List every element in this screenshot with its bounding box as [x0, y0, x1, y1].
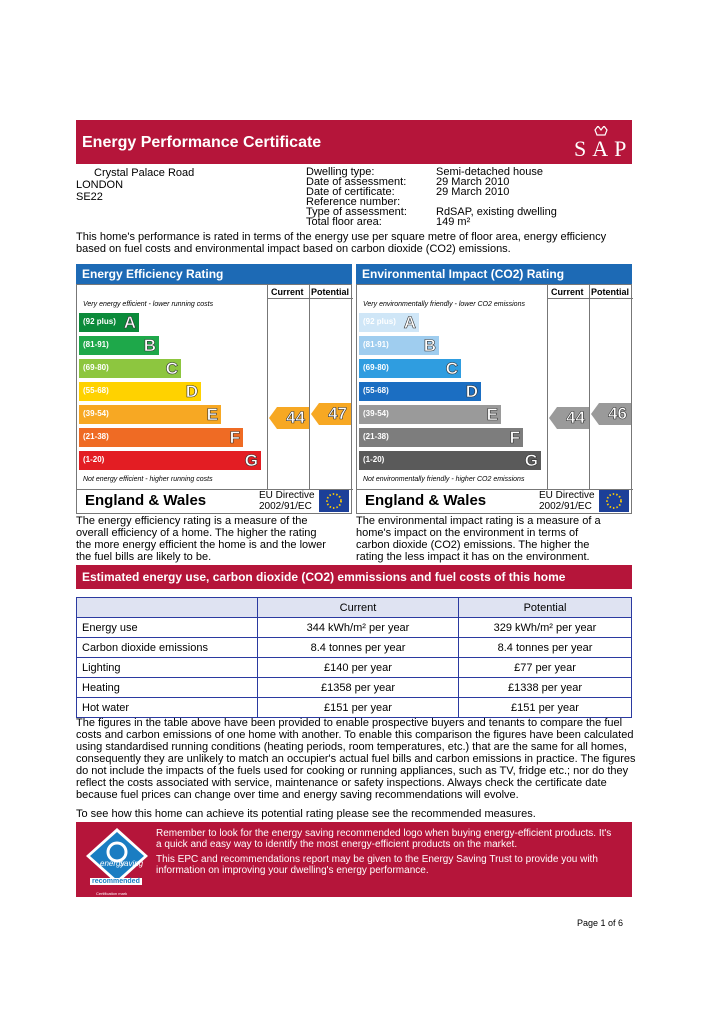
sap-logo: [570, 126, 633, 161]
eir-col-current: Current: [551, 287, 584, 297]
energy-saving-recommended-icon: [84, 826, 150, 884]
row-label: Carbon dioxide emissions: [77, 638, 258, 658]
eer-col-current: Current: [271, 287, 304, 297]
address-line-3: SE22: [76, 191, 103, 203]
detail-label: Date of certificate:: [306, 186, 395, 198]
band-letter: D: [465, 382, 478, 401]
row-current: 8.4 tonnes per year: [258, 638, 459, 658]
page-number: Page 1 of 6: [577, 918, 624, 928]
table-row: [77, 678, 632, 698]
band-range: (39-54): [83, 409, 109, 418]
row-potential: £77 per year: [459, 658, 632, 678]
detail-value: Semi-detached house: [436, 166, 544, 178]
band-letter: E: [486, 405, 498, 424]
eir-potential-arrow: [591, 403, 631, 425]
eer-band-f: [79, 428, 243, 447]
eer-title: Energy Efficiency Rating: [82, 267, 224, 281]
eir-current-arrow: [549, 407, 589, 429]
row-current: 344 kWh/m² per year: [258, 618, 459, 638]
band-range: (92 plus): [83, 317, 116, 326]
eer-current-value: 44: [286, 408, 305, 427]
eir-bottom-note: Not environmentally friendly - higher CO2 emissions: [363, 476, 525, 483]
row-current: £1358 per year: [258, 678, 459, 698]
eer-top-note: Very energy efficient - lower running costs: [83, 301, 214, 308]
eer-bottom-note: Not energy efficient - higher running costs: [83, 476, 213, 483]
eir-title: Environmental Impact (CO2) Rating: [362, 267, 565, 281]
band-range: (21-38): [363, 432, 389, 441]
energy-saving-logo: [84, 826, 150, 894]
band-range: (81-91): [363, 340, 389, 349]
address-block: [76, 167, 194, 203]
logo-text-energy: energy: [100, 859, 125, 868]
eer-band-g: [79, 451, 261, 470]
eer-band-e: [79, 405, 221, 424]
band-range: (55-68): [83, 386, 109, 395]
eer-description: The energy efficiency rating is a measure of the overall efficiency of a home. The higher the rating the more energy efficient the home is and the lower the fuel bills are likely to be.: [76, 515, 326, 563]
detail-value: 149 m²: [436, 216, 471, 228]
eir-footer: England & Wales: [365, 492, 487, 509]
row-label: Hot water: [77, 698, 258, 718]
band-letter: F: [509, 428, 520, 447]
eir-band-f: [359, 428, 523, 447]
details-values: [436, 167, 557, 227]
band-range: (81-91): [83, 340, 109, 349]
eir-panel: [356, 284, 632, 514]
row-current: £151 per year: [258, 698, 459, 718]
eer-potential-value: 47: [328, 404, 347, 423]
table-header: [77, 598, 258, 618]
band-letter: E: [206, 405, 218, 424]
row-label: Heating: [77, 678, 258, 698]
intro-text: This home's performance is rated in terms of the energy use per square metre of floor area, energy efficiency based on fuel costs and environmental impact based on carbon dioxide (CO2) emissions.: [76, 231, 607, 255]
band-range: (69-80): [83, 363, 109, 372]
band-range: (55-68): [363, 386, 389, 395]
band-letter: C: [445, 359, 458, 378]
eer-band-d: [79, 382, 201, 401]
band-letter: A: [123, 313, 136, 332]
certificate-header: [76, 120, 632, 164]
esr-para-2: This EPC and recommendations report may be given to the Energy Saving Trust to provide you with information on improving your dwelling's energy performance.: [156, 854, 598, 876]
eer-directive-line2: 2002/91/EC: [259, 501, 312, 512]
eir-band-e: [359, 405, 501, 424]
logo-certification-text: Certification mark: [96, 891, 128, 896]
table-header: Current: [258, 598, 459, 618]
eer-potential-arrow: [311, 403, 351, 425]
eer-band-c: [79, 359, 181, 378]
estimated-title: Estimated energy use, carbon dioxide (CO2) emmissions and fuel costs of this home: [82, 570, 566, 584]
logo-text-recommended: recommended: [92, 878, 140, 885]
band-letter: F: [229, 428, 240, 447]
band-letter: D: [185, 382, 198, 401]
eer-directive: [259, 490, 315, 512]
row-potential: 329 kWh/m² per year: [459, 618, 632, 638]
row-potential: £1338 per year: [459, 678, 632, 698]
eer-current-arrow: [269, 407, 309, 429]
certificate-title: Energy Performance Certificate: [82, 134, 322, 151]
eu-flag-icon: [319, 490, 349, 512]
eir-band-b: [359, 336, 439, 355]
eir-band-a: [359, 313, 419, 332]
energy-saving-box: [76, 822, 632, 897]
eir-current-value: 44: [566, 408, 585, 427]
band-range: (69-80): [363, 363, 389, 372]
band-letter: B: [423, 336, 436, 355]
table-row: [77, 698, 632, 718]
sap-logo-text: SAP: [574, 136, 633, 161]
band-range: (92 plus): [363, 317, 396, 326]
logo-text-saving: saving: [120, 859, 144, 868]
address-line-1: Crystal Palace Road: [94, 167, 195, 179]
detail-label: Dwelling type:: [306, 166, 375, 178]
band-range: (1-20): [83, 455, 105, 464]
eer-panel: [76, 284, 352, 514]
detail-value: 29 March 2010: [436, 186, 510, 198]
details-labels: [306, 167, 407, 227]
eir-top-note: Very environmentally friendly - lower CO2 emissions: [363, 301, 525, 308]
body-text: The figures in the table above have been provided to enable prospective buyers and tenants to compare the fuel costs and carbon emissions of one home with another. To enable this comparison the figures have been calculated using standardised running conditions (heating periods, room temperatures, etc.) that are the same for all homes, consequently they are unlikely to match an occupier's actual fuel bills and carbon emissions in practice. The figures do not include the impacts of the fuels used for cooking or running appliances, such as TV, fridge etc.; nor do they reflect the costs associated with service, maintenance or safety inspections. Always check the certificate date because fuel prices can change over time and energy saving recommendations will evolve.: [76, 717, 636, 801]
estimated-title-bar: [76, 565, 632, 589]
band-range: (21-38): [83, 432, 109, 441]
row-potential: £151 per year: [459, 698, 632, 718]
band-letter: G: [524, 451, 538, 470]
table-row: [77, 618, 632, 638]
eer-directive-line1: EU Directive: [259, 490, 315, 501]
eir-title-bar: [356, 264, 632, 284]
eir-band-g: [359, 451, 541, 470]
band-range: (1-20): [363, 455, 385, 464]
esr-para-1: Remember to look for the energy saving recommended logo when buying energy-efficient products. It's a quick and easy way to identify the most energy-efficient products on the market.: [156, 828, 612, 850]
detail-label: Date of assessment:: [306, 176, 407, 188]
row-label: Energy use: [77, 618, 258, 638]
eer-band-b: [79, 336, 159, 355]
address-line-2: LONDON: [76, 179, 124, 191]
band-letter: C: [165, 359, 178, 378]
row-current: £140 per year: [258, 658, 459, 678]
detail-value: RdSAP, existing dwelling: [436, 206, 557, 218]
band-letter: G: [244, 451, 258, 470]
table-row: [77, 638, 632, 658]
eir-potential-value: 46: [608, 404, 627, 423]
band-letter: A: [403, 313, 416, 332]
band-range: (39-54): [363, 409, 389, 418]
detail-label: Type of assessment:: [306, 206, 407, 218]
detail-value: 29 March 2010: [436, 176, 510, 188]
eir-description: The environmental impact rating is a measure of a home's impact on the environment in terms of carbon dioxide (CO2) emissions. The higher the rating the less impact it has on the environment.: [356, 515, 601, 563]
see-text: To see how this home can achieve its potential rating please see the recommended measures.: [76, 808, 536, 820]
eer-band-a: [79, 313, 139, 332]
eir-band-d: [359, 382, 481, 401]
eer-col-potential: Potential: [311, 287, 350, 297]
eir-band-c: [359, 359, 461, 378]
eir-directive-line2: 2002/91/EC: [539, 501, 592, 512]
cost-table: [76, 597, 632, 718]
band-letter: B: [143, 336, 156, 355]
eer-footer: England & Wales: [85, 492, 207, 509]
detail-label: Reference number:: [306, 196, 401, 208]
eir-col-potential: Potential: [591, 287, 630, 297]
eer-title-bar: [76, 264, 352, 284]
table-row: [77, 658, 632, 678]
eu-flag-icon: [599, 490, 629, 512]
eir-directive: [539, 490, 595, 512]
eir-directive-line1: EU Directive: [539, 490, 595, 501]
row-label: Lighting: [77, 658, 258, 678]
table-header: Potential: [459, 598, 632, 618]
row-potential: 8.4 tonnes per year: [459, 638, 632, 658]
detail-label: Total floor area:: [306, 216, 382, 228]
